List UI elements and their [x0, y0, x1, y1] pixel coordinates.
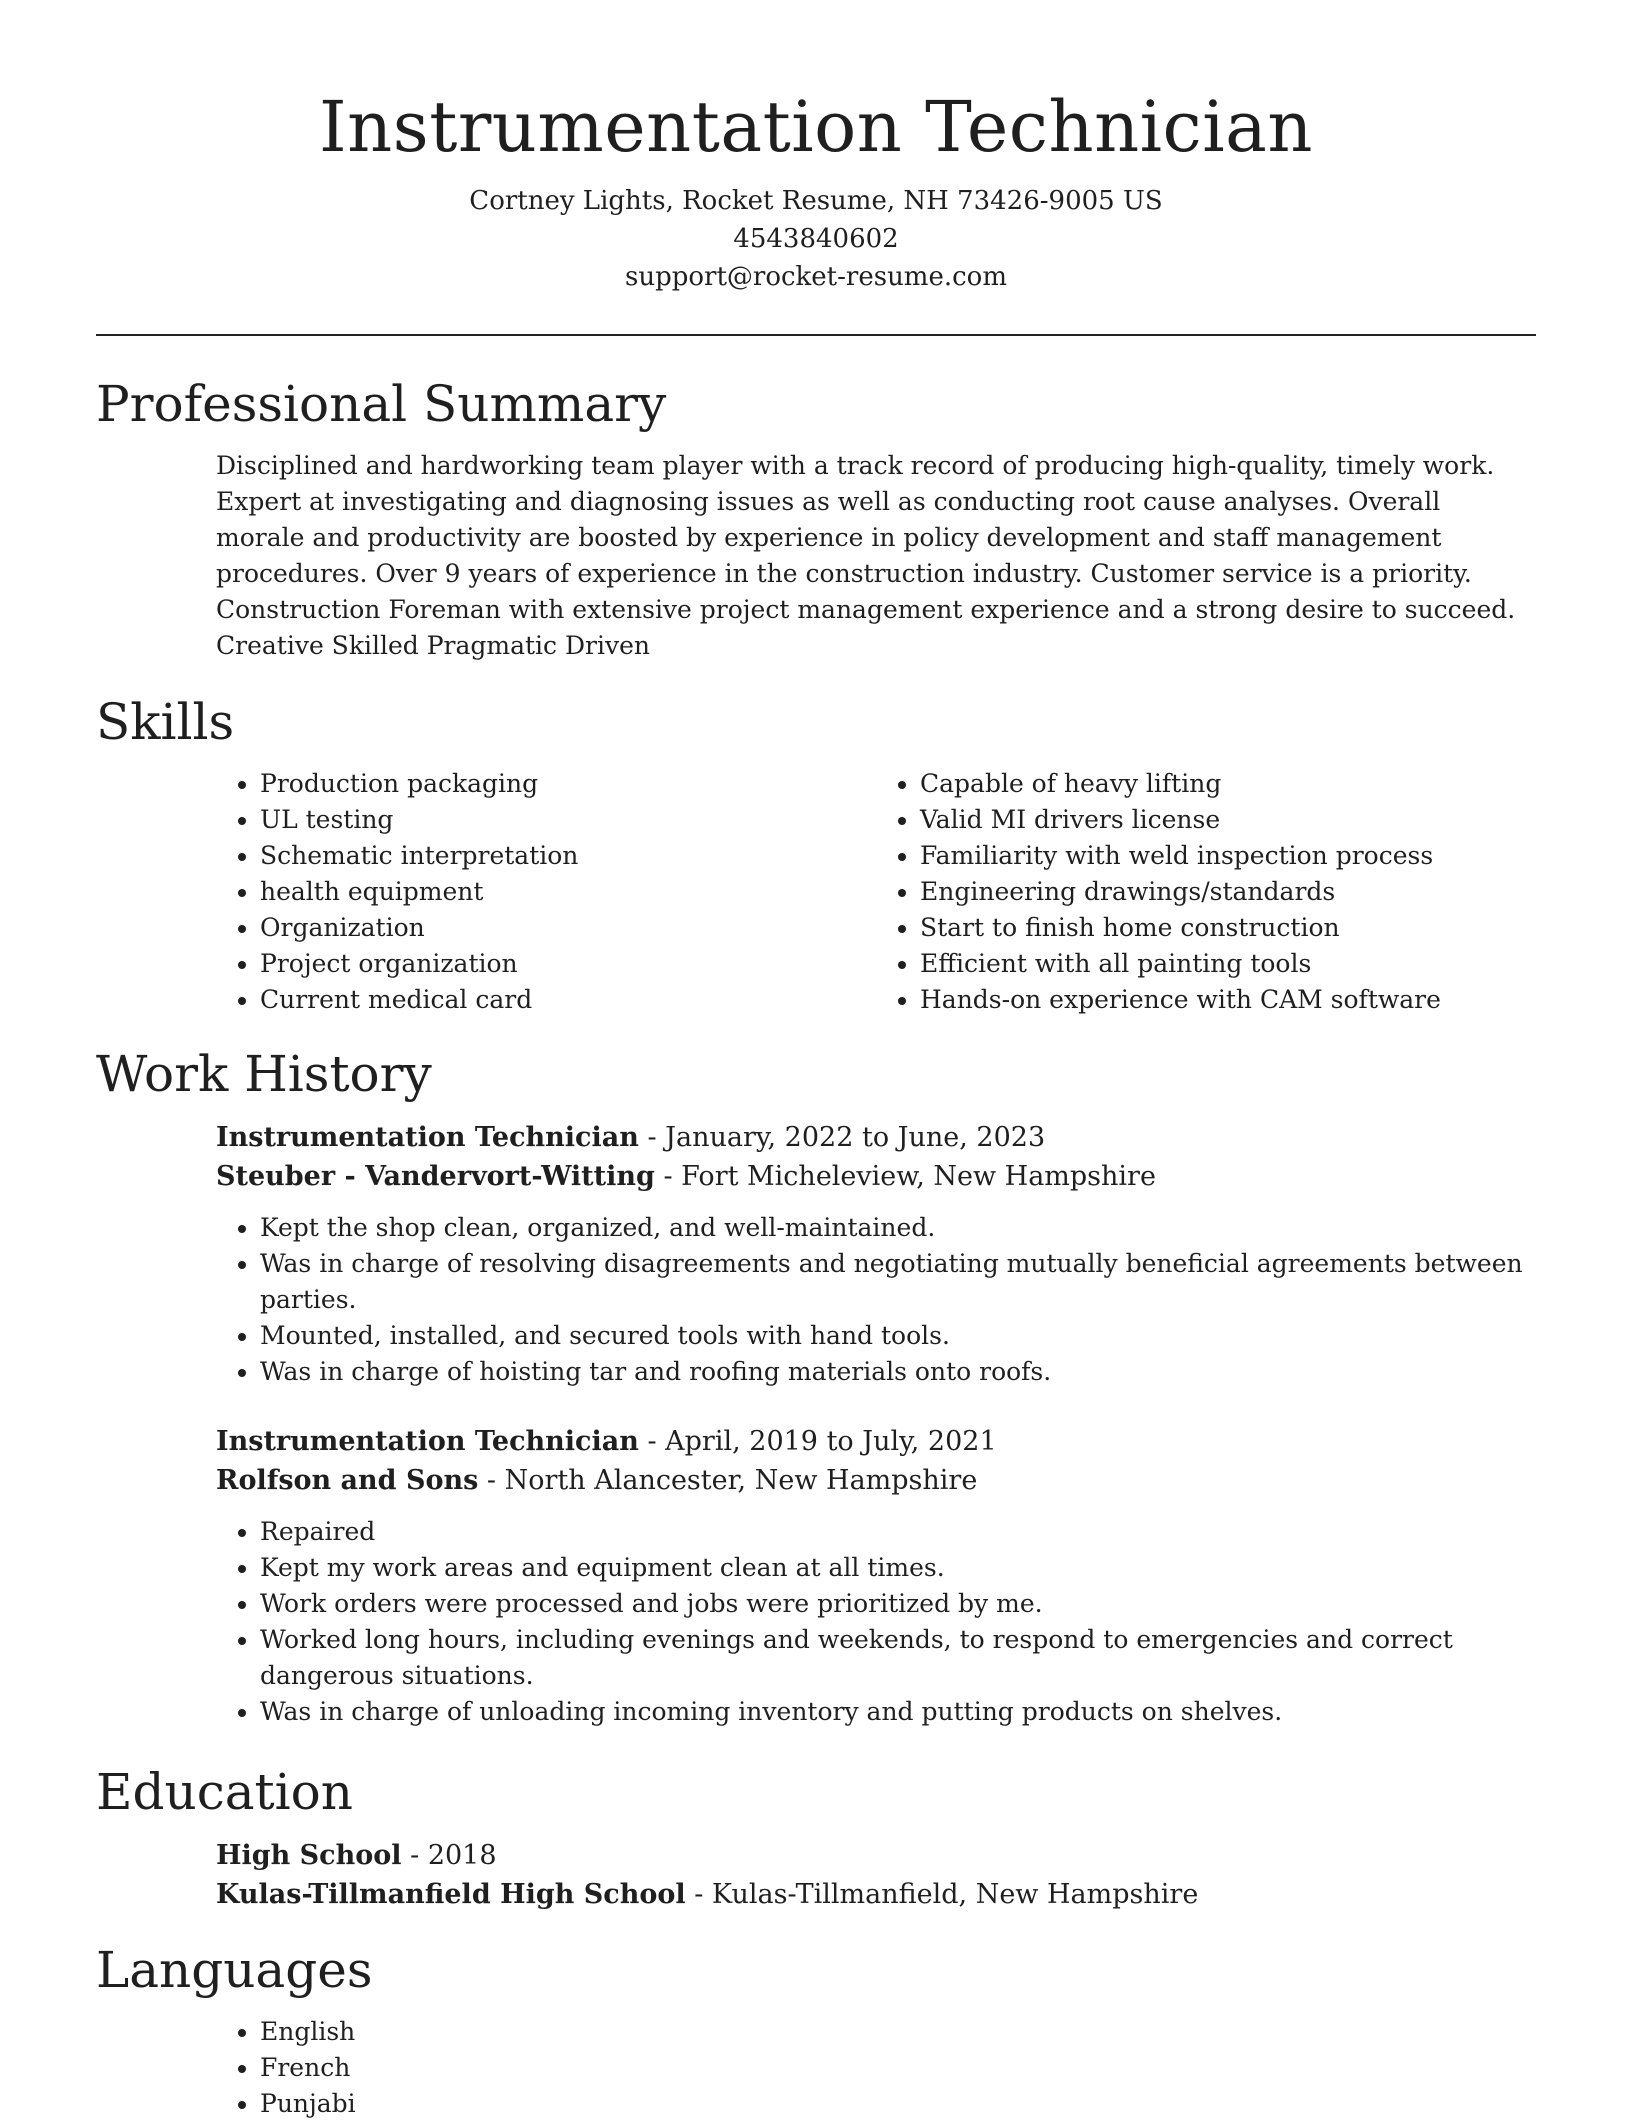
job-location: - Fort Micheleview, New Hampshire	[654, 1161, 1156, 1192]
skills-section	[96, 692, 1536, 1018]
job-title-line	[216, 1118, 1536, 1157]
job-bullet: • Worked long hours, including evenings and weekends, to respond to emergencies and correct dangerous situations.	[260, 1622, 1536, 1694]
skill-item: • Project organization	[260, 946, 876, 982]
education-school-line	[216, 1875, 1536, 1914]
skill-item: • Engineering drawings/standards	[920, 874, 1536, 910]
job-bullet: • Repaired	[260, 1514, 1536, 1550]
skill-item: • Hands-on experience with CAM software	[920, 982, 1536, 1018]
job-entry	[216, 1118, 1536, 1390]
contact-block	[96, 182, 1536, 296]
skill-item: • Schematic interpretation	[260, 838, 876, 874]
skills-grid	[216, 766, 1536, 1018]
job-bullet: • Work orders were processed and jobs were prioritized by me.	[260, 1586, 1536, 1622]
skills-column-right	[876, 766, 1536, 1018]
skills-column-left	[216, 766, 876, 1018]
education-location: - Kulas-Tillmanfield, New Hampshire	[685, 1879, 1199, 1910]
job-bullet: • Kept the shop clean, organized, and well-maintained.	[260, 1210, 1536, 1246]
language-item: • English	[260, 2014, 1536, 2050]
job-bullet-list	[216, 1210, 1536, 1390]
job-company: Rolfson and Sons	[216, 1465, 479, 1496]
job-bullet: • Was in charge of resolving disagreements and negotiating mutually beneficial agreements between parties.	[260, 1246, 1536, 1318]
job-company: Steuber - Vandervort-Witting	[216, 1161, 655, 1192]
skill-item: • Valid MI drivers license	[920, 802, 1536, 838]
education-year: - 2018	[401, 1840, 497, 1871]
work-history-section	[96, 1044, 1536, 1730]
skill-item: • Capable of heavy lifting	[920, 766, 1536, 802]
job-dates: - January, 2022 to June, 2023	[638, 1122, 1046, 1153]
job-company-line	[216, 1157, 1536, 1196]
job-bullet: • Mounted, installed, and secured tools with hand tools.	[260, 1318, 1536, 1354]
job-location: - North Alancester, New Hampshire	[478, 1465, 978, 1496]
resume-page	[96, 0, 1536, 2122]
summary-text: Disciplined and hardworking team player with a track record of producing high-quality, timely work. Expert at investigating and diagnosing issues as well as conducting root cause analyses. Overall morale and productivity are boosted by experience in policy development and staff management procedures. Over 9 years of experience in the construction industry. Customer service is a priority. Construction Foreman with extensive project management experience and a strong desire to succeed. Creative Skilled Pragmatic Driven	[216, 451, 1516, 660]
work-history-body	[216, 1118, 1536, 1730]
candidate-title: Instrumentation Technician	[319, 86, 1313, 168]
skill-item: • Organization	[260, 910, 876, 946]
job-bullet-list	[216, 1514, 1536, 1730]
job-bullet: • Kept my work areas and equipment clean at all times.	[260, 1550, 1536, 1586]
header-divider	[96, 334, 1536, 336]
job-role: Instrumentation Technician	[216, 1426, 639, 1457]
skill-item: • Production packaging	[260, 766, 876, 802]
summary-section	[96, 374, 1536, 664]
skill-item: • Current medical card	[260, 982, 876, 1018]
contact-email: support@rocket-resume.com	[624, 262, 1007, 292]
job-role: Instrumentation Technician	[216, 1122, 639, 1153]
languages-section	[96, 1940, 1536, 2122]
contact-address: Cortney Lights, Rocket Resume, NH 73426-9005 US	[469, 186, 1163, 216]
skill-item: • health equipment	[260, 874, 876, 910]
skill-item: • UL testing	[260, 802, 876, 838]
language-item: • Punjabi	[260, 2086, 1536, 2122]
job-company-line	[216, 1461, 1536, 1500]
education-degree-line	[216, 1836, 1536, 1875]
section-title-languages: Languages	[96, 1941, 373, 1999]
section-title-work-history: Work History	[96, 1045, 432, 1103]
job-bullet: • Was in charge of unloading incoming inventory and putting products on shelves.	[260, 1694, 1536, 1730]
skill-item: • Familiarity with weld inspection process	[920, 838, 1536, 874]
resume-header	[96, 0, 1536, 296]
contact-phone: 4543840602	[733, 224, 899, 254]
education-body	[216, 1836, 1536, 1914]
job-title-line	[216, 1422, 1536, 1461]
section-title-skills: Skills	[96, 693, 235, 751]
education-degree: High School	[216, 1840, 402, 1871]
education-section	[96, 1762, 1536, 1914]
job-dates: - April, 2019 to July, 2021	[638, 1426, 997, 1457]
languages-body	[216, 2014, 1536, 2122]
education-school: Kulas-Tillmanfield High School	[216, 1879, 686, 1910]
languages-list	[216, 2014, 1536, 2122]
skill-item: • Start to finish home construction	[920, 910, 1536, 946]
section-title-summary: Professional Summary	[96, 375, 667, 433]
language-item: • French	[260, 2050, 1536, 2086]
section-title-education: Education	[96, 1763, 353, 1821]
summary-body	[216, 448, 1536, 664]
job-bullet: • Was in charge of hoisting tar and roofing materials onto roofs.	[260, 1354, 1536, 1390]
job-entry	[216, 1422, 1536, 1730]
skill-item: • Efficient with all painting tools	[920, 946, 1536, 982]
